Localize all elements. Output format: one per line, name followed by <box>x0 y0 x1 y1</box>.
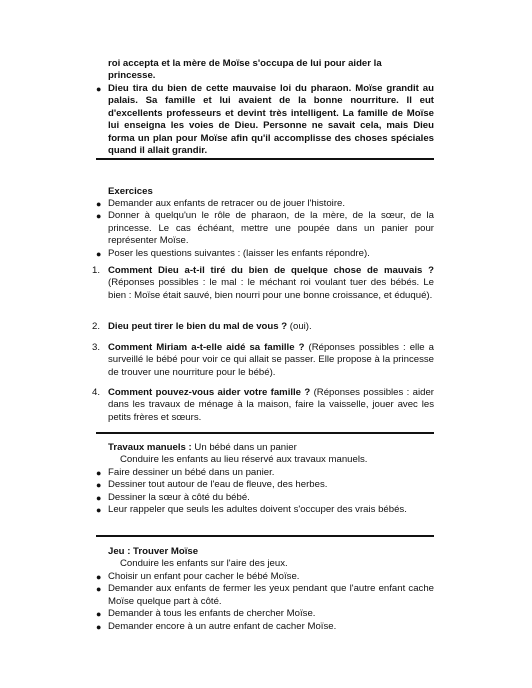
bullet-icon: ● <box>96 211 102 222</box>
top-bullet-text: Dieu tira du bien de cette mauvaise loi du pharaon. Moïse grandit au palais. Sa famille et lui avaient de la bonne nourriture. Il eut d'excellents professeurs et devint très intelligent. La famille de Moïse lui enseigna les voies de Dieu. Personne ne savait cela, mais Dieu forma un plan pour Moïse afin qu'il accomplisse des choses spéciales quand il allait grandir. <box>108 83 434 157</box>
list-item <box>96 479 434 491</box>
question-number: 2. <box>92 321 101 332</box>
list-item-text: Demander à tous les enfants de chercher Moïse. <box>108 608 316 620</box>
travaux-intro: Conduire les enfants au lieu réservé aux travaux manuels. <box>120 454 368 466</box>
list-item <box>96 467 434 479</box>
question-item <box>92 387 434 424</box>
list-item <box>96 492 434 504</box>
list-item-text: Demander encore à un autre enfant de cacher Moïse. <box>108 620 337 632</box>
continuation-line-2: princesse. <box>108 70 156 82</box>
exercices-bullet-list <box>96 198 434 260</box>
question-number: 4. <box>92 387 101 398</box>
list-item-text: Demander aux enfants de retracer ou de jouer l'histoire. <box>108 198 346 209</box>
section-divider-3 <box>96 535 434 537</box>
question-item <box>92 321 434 333</box>
travaux-bullet-list <box>96 467 434 517</box>
travaux-subtitle: Un bébé dans un panier <box>191 442 297 453</box>
list-item <box>96 621 434 633</box>
list-item-text: Dessiner tout autour de l'eau de fleuve, des herbes. <box>108 479 328 491</box>
question-text: Comment pouvez-vous aider votre famille ? <box>108 387 311 398</box>
list-item-text: Faire dessiner un bébé dans un panier. <box>108 467 275 478</box>
list-item <box>96 198 434 210</box>
list-item-text: Leur rappeler que seuls les adultes doivent s'occuper des vrais bébés. <box>108 504 407 516</box>
bullet-icon: ● <box>96 584 102 595</box>
top-bullet-item <box>96 83 434 157</box>
list-item-text: Dessiner la sœur à côté du bébé. <box>108 491 250 503</box>
bullet-icon: ● <box>96 492 102 503</box>
travaux-heading <box>108 442 434 467</box>
question-number: 1. <box>92 265 101 276</box>
bullet-icon: ● <box>96 468 102 478</box>
list-item-text: Demander aux enfants de fermer les yeux pendant que l'autre enfant cache Moïse quelque part à côté. <box>108 583 434 607</box>
jeu-heading <box>108 546 434 571</box>
question-text: Dieu peut tirer le bien du mal de vous ? <box>108 321 288 332</box>
question-item <box>92 342 435 379</box>
bullet-icon: ● <box>96 621 102 632</box>
list-item-text: Donner à quelqu'un le rôle de pharaon, de la mère, de la sœur, de la princesse. Le cas échéant, mettre une poupée dans un panier pour représenter Moïse. <box>108 210 434 247</box>
bullet-icon: ● <box>96 248 102 259</box>
question-number: 3. <box>92 342 101 353</box>
question-text: Comment Miriam a-t-elle aidé sa famille ? <box>108 342 305 353</box>
list-item <box>96 210 434 247</box>
answer-text: (Réponses possibles : le mal : le méchant roi voulant tuer des bébés. Le bien : Moïse était sauvé, bien nourri pour une bonne croissance, et éduqué). <box>108 277 434 301</box>
list-item <box>96 248 434 260</box>
answer-text: (Réponses possibles : elle a surveillé le bébé pour voir ce qui allait se passer. Elle propose à la princesse de trouver une nourriture pour le bébé). <box>108 342 435 378</box>
jeu-title: Jeu : Trouver Moïse <box>108 546 199 557</box>
exercices-title: Exercices <box>108 186 153 197</box>
list-item <box>96 583 434 608</box>
bullet-icon: ● <box>96 199 102 209</box>
travaux-title: Travaux manuels : <box>108 442 192 453</box>
answer-text: (oui). <box>287 321 312 332</box>
section-divider-2 <box>96 432 434 434</box>
bullet-icon: ● <box>96 572 102 582</box>
bullet-icon: ● <box>96 505 102 516</box>
list-item <box>96 608 434 620</box>
jeu-intro: Conduire les enfants sur l'aire des jeux. <box>120 558 288 570</box>
answer-text: (Réponses possibles : aider dans les travaux de ménage à la maison, faire la vaisselle, jouer avec les petits frères et sœurs. <box>108 387 434 423</box>
question-text: Comment Dieu a-t-il tiré du bien de quelque chose de mauvais ? <box>108 265 434 276</box>
continuation-text <box>108 58 434 83</box>
bullet-icon: ● <box>96 609 102 620</box>
list-item <box>96 504 434 516</box>
list-item <box>96 571 434 583</box>
bullet-icon: ● <box>96 84 102 94</box>
list-item-text: Poser les questions suivantes : (laisser les enfants répondre). <box>108 247 370 259</box>
section-divider-1 <box>96 158 434 160</box>
jeu-bullet-list <box>96 571 434 633</box>
continuation-line-1: roi accepta et la mère de Moïse s'occupa de lui pour aider la <box>108 58 382 69</box>
question-item <box>92 265 434 302</box>
list-item-text: Choisir un enfant pour cacher le bébé Moïse. <box>108 571 300 582</box>
bullet-icon: ● <box>96 480 102 491</box>
